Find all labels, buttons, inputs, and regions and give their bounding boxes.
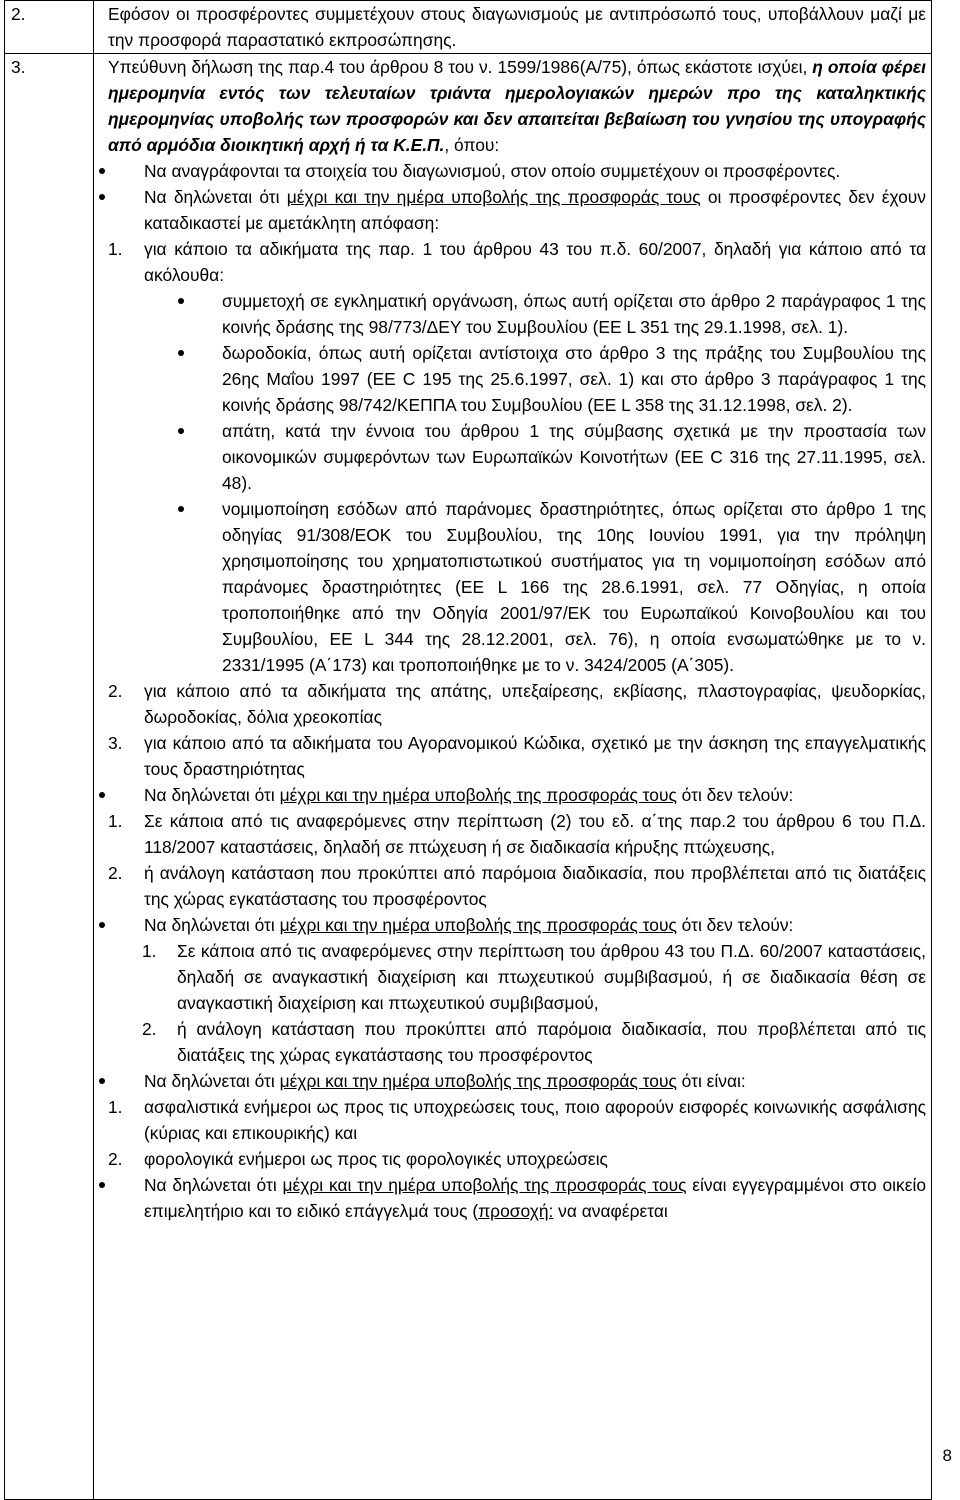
table-row — [5, 54, 932, 1500]
table-row — [5, 1, 932, 54]
numbered-item: 3. για κάποιο από τα αδικήματα του Αγορανομικού Κώδικα, σχετικό με την άσκηση της επαγγελματικής τους δραστηριότητας — [108, 733, 926, 779]
numbered-item: 2. ή ανάλογη κατάσταση που προκύπτει από παρόμοια διαδικασία, που προβλέπεται από τις διατάξεις της χώρας εγκατάστασης του προσφέροντος — [142, 1019, 926, 1065]
numbered-item: 2. για κάποιο από τα αδικήματα της απάτης, υπεξαίρεσης, εκβίασης, πλαστογραφίας, ψευδορκίας, δωροδοκίας, δόλια χρεοκοπίας — [108, 681, 926, 727]
list-item: Να αναγράφονται τα στοιχεία του διαγωνισμού, στον οποίο συμμετέχουν οι προσφέροντες. — [108, 158, 926, 184]
sub-list-item: απάτη, κατά την έννοια του άρθρου 1 της σύμβασης σχετικά με την προστασία των οικονομικών συμφερόντων των Ευρωπαϊκών Κοινοτήτων (ΕΕ C 316 της 27.11.1995, σελ. 48). — [108, 418, 926, 496]
declaration-intro: Υπεύθυνη δήλωση της παρ.4 του άρθρου 8 του ν. 1599/1986(Α/75), όπως εκάστοτε ισχύει, η οποία φέρει ημερομηνία εντός των τελευταίων τριάντα ημερολογιακών ημερών προ της καταληκτικής ημερομηνίας υποβολής των προσφορών και δεν απαιτείται βεβαίωση του γνησίου της υπογραφής από αρμόδια διοικητική αρχή ή τα Κ.Ε.Π., όπου: — [108, 57, 926, 155]
list-item: Να δηλώνεται ότι μέχρι και την ημέρα υποβολής της προσφοράς τους ότι είναι: — [108, 1068, 926, 1094]
list-item: Να δηλώνεται ότι μέχρι και την ημέρα υποβολής της προσφοράς τους είναι εγγεγραμμένοι στο οικείο επιμελητήριο και το ειδικό επάγγελμά τους (προσοχή: να αναφέρεται — [108, 1172, 926, 1224]
sub-list-item: νομιμοποίηση εσόδων από παράνομες δραστηριότητες, όπως ορίζεται στο άρθρο 1 της οδηγίας 91/308/ΕΟΚ του Συμβουλίου, της 10ης Ιουνίου 1991, για την πρόληψη χρησιμοποίησης του χρηματοπιστωτικού συστήματος για τη νομιμοποίηση εσόδων από παράνομες δραστηριότητες (ΕΕ L 166 της 28.6.1991, σελ. 77 Οδηγίας, η οποία τροποποιήθηκε από την Οδηγία 2001/97/ΕΚ του Ευρωπαϊκού Κοινοβουλίου και του Συμβουλίου, ΕΕ L 344 της 28.12.2001, σελ. 76), η οποία ενσωματώθηκε με το ν. 2331/1995 (Α΄173) και τροποποιήθηκε με το ν. 3424/2005 (Α΄305). — [108, 496, 926, 678]
numbered-item: 2. ή ανάλογη κατάσταση που προκύπτει από παρόμοια διαδικασία, που προβλέπεται από τις διατάξεις της χώρας εγκατάστασης του προσφέροντος — [108, 863, 926, 909]
row-text: Εφόσον οι προσφέροντες συμμετέχουν στους διαγωνισμούς με αντιπρόσωπό τους, υποβάλλουν μαζί με την προσφορά παραστατικό εκπροσώπησης. — [94, 1, 932, 54]
numbered-item: 1. Σε κάποια από τις αναφερόμενες στην περίπτωση του άρθρου 43 του Π.Δ. 60/2007 καταστάσεις, δηλαδή σε αναγκαστική διαχείριση και πτωχευτικού συμβιβασμού, ή σε διαδικασία θέση σε αναγκαστική διαχείριση και πτωχευτικού συμβιβασμού, — [142, 941, 926, 1013]
list-item: Να δηλώνεται ότι μέχρι και την ημέρα υποβολής της προσφοράς τους ότι δεν τελούν: — [108, 912, 926, 938]
list-item: Να δηλώνεται ότι μέχρι και την ημέρα υποβολής της προσφοράς τους ότι δεν τελούν: — [108, 782, 926, 808]
numbered-item: 2. φορολογικά ενήμεροι ως προς τις φορολογικές υποχρεώσεις — [108, 1149, 608, 1169]
numbered-item: 1. ασφαλιστικά ενήμεροι ως προς τις υποχρεώσεις τους, ποιο αφορούν εισφορές κοινωνικής ασφάλισης (κύριας και επικουρικής) και — [108, 1097, 926, 1143]
page-number: 8 — [942, 1446, 952, 1465]
numbered-item: 1. Σε κάποια από τις αναφερόμενες στην περίπτωση (2) του εδ. α΄της παρ.2 του άρθρου 6 του Π.Δ. 118/2007 καταστάσεις, δηλαδή σε πτώχευση ή σε διαδικασία κήρυξης πτώχευσης, — [108, 811, 926, 857]
row-content — [94, 54, 932, 1500]
document-table — [4, 0, 932, 1500]
list-item: Να δηλώνεται ότι μέχρι και την ημέρα υποβολής της προσφοράς τους οι προσφέροντες δεν έχουν καταδικαστεί με αμετάκλητη απόφαση: — [108, 184, 926, 236]
sub-list-item: συμμετοχή σε εγκληματική οργάνωση, όπως αυτή ορίζεται στο άρθρο 2 παράγραφος 1 της κοινής δράσης της 98/773/ΔΕΥ του Συμβουλίου (ΕΕ L 351 της 29.1.1998, σελ. 1). — [108, 288, 926, 340]
numbered-item: 1. για κάποιο τα αδικήματα της παρ. 1 του άρθρου 43 του π.δ. 60/2007, δηλαδή για κάποιο από τα ακόλουθα: — [108, 239, 926, 285]
sub-list-item: δωροδοκία, όπως αυτή ορίζεται αντίστοιχα στο άρθρο 3 της πράξης του Συμβουλίου της 26ης Μαΐου 1997 (ΕΕ C 195 της 25.6.1997, σελ. 1) και στο άρθρο 3 παράγραφος 1 της κοινής δράσης 98/742/ΚΕΠΠΑ του Συμβουλίου (ΕΕ L 358 της 31.12.1998, σελ. 2). — [108, 340, 926, 418]
row-number: 3. — [5, 54, 94, 1500]
row-number: 2. — [5, 1, 94, 54]
